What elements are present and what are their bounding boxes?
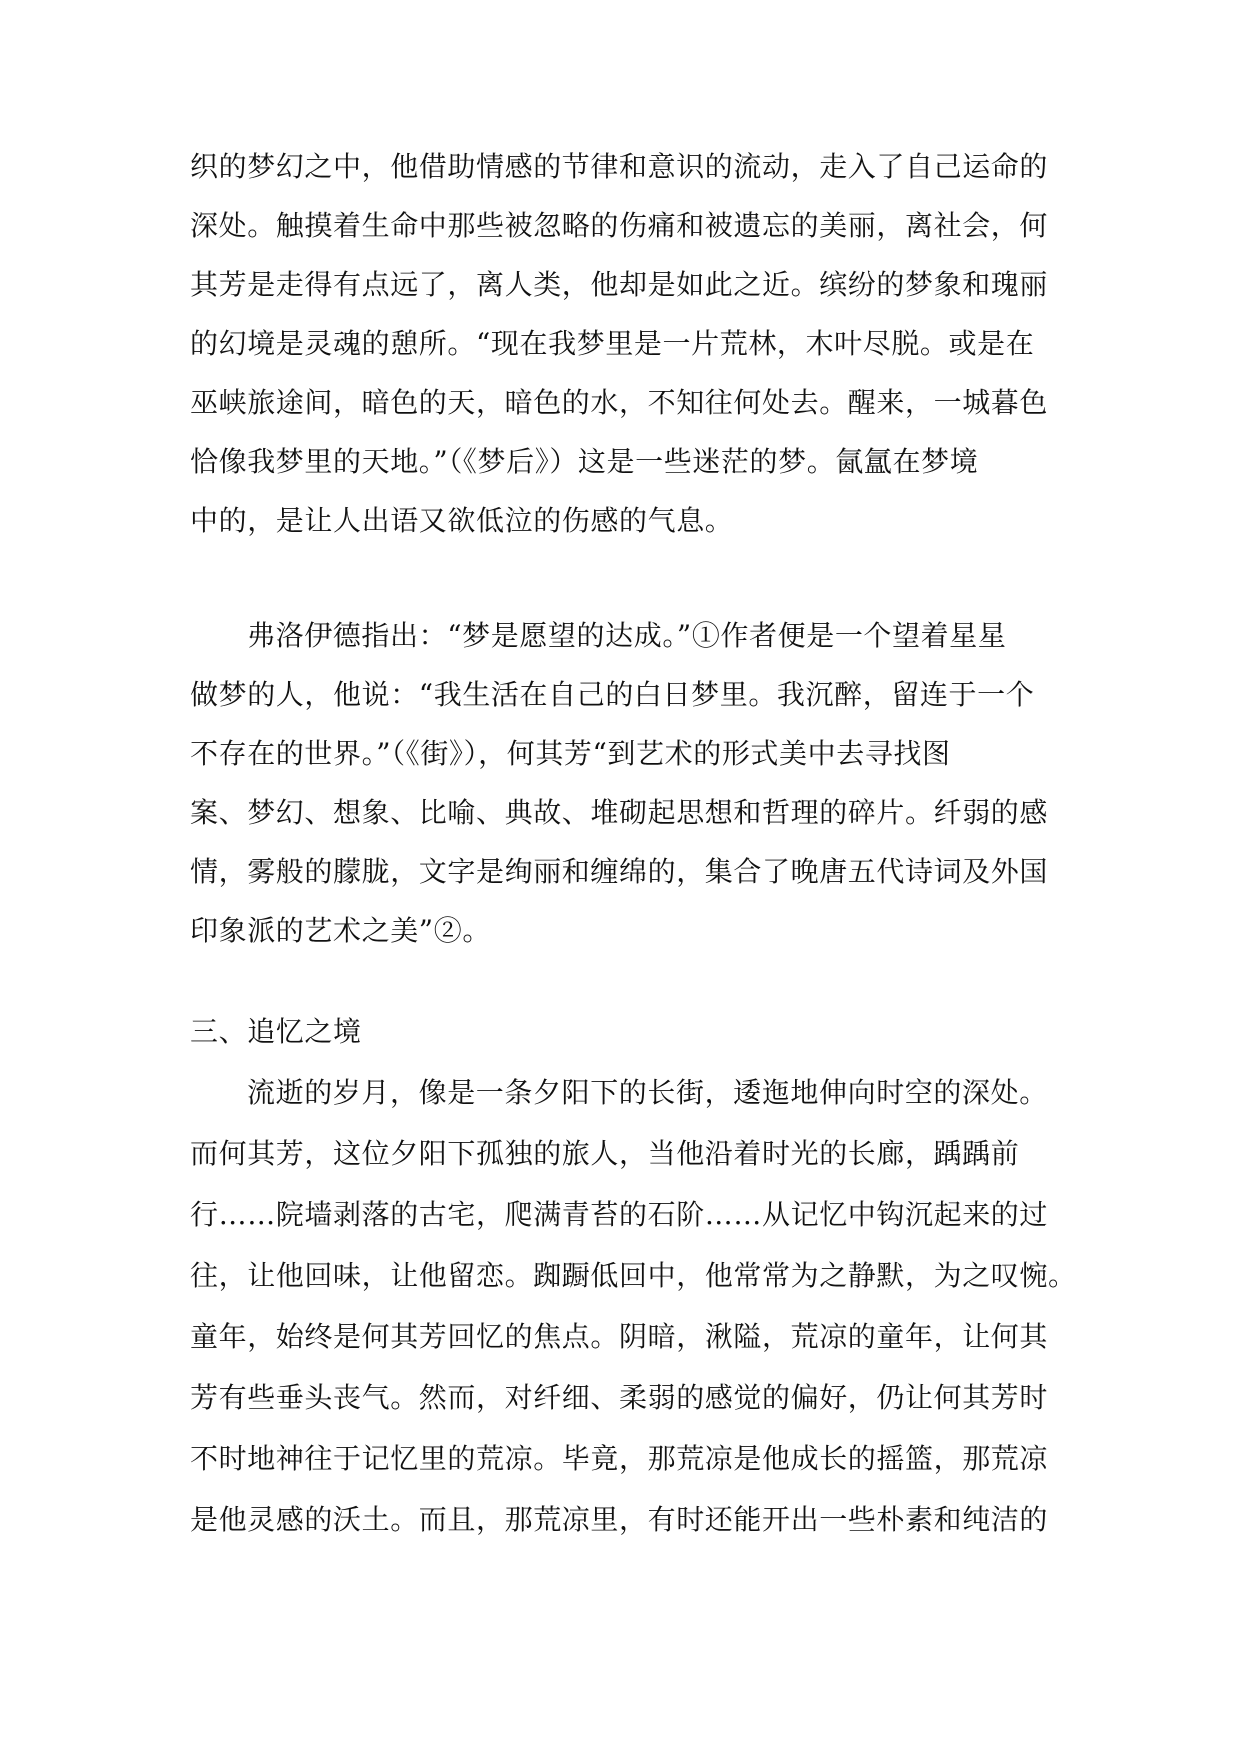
text-line: 芳有些垂头丧气。然而，对纤细、柔弱的感觉的偏好，仍让何其芳时 (190, 1381, 1049, 1414)
text-line: 往，让他回味，让他留恋。踟蹰低回中，他常常为之静默，为之叹惋。 (190, 1259, 1077, 1292)
text-line: 情，雾般的朦胧，文字是绚丽和缠绵的，集合了晚唐五代诗词及外国 (190, 855, 1049, 888)
text-line: 的幻境是灵魂的憩所。“现在我梦里是一片荒林，木叶尽脱。或是在 (190, 327, 1035, 360)
text-line: 印象派的艺术之美”②。 (190, 914, 491, 947)
text-line: 其芳是走得有点远了，离人类，他却是如此之近。缤纷的梦象和瑰丽 (190, 268, 1049, 301)
text-line: 中的，是让人出语又欲低泣的伤感的气息。 (190, 504, 734, 537)
paragraph-start-line: 流逝的岁月，像是一条夕阳下的长街，逶迤地伸向时空的深处。 (247, 1076, 1048, 1109)
text-line: 不时地神往于记忆里的荒凉。毕竟，那荒凉是他成长的摇篮，那荒凉 (190, 1442, 1049, 1475)
text-line: 巫峡旅途间，暗色的天，暗色的水，不知往何处去。醒来，一城暮色 (190, 386, 1049, 419)
paragraph-start-line: 弗洛伊德指出：“梦是愿望的达成。”①作者便是一个望着星星 (247, 619, 1007, 652)
section-heading: 三、追忆之境 (190, 1015, 362, 1048)
text-line: 做梦的人，他说：“我生活在自己的白日梦里。我沉醉，留连于一个 (190, 678, 1035, 711)
text-line: 童年，始终是何其芳回忆的焦点。阴暗，湫隘，荒凉的童年，让何其 (190, 1320, 1049, 1353)
text-line: 恰像我梦里的天地。”（《梦后》）这是一些迷茫的梦。氤氲在梦境 (190, 445, 979, 478)
text-line: 而何其芳，这位夕阳下孤独的旅人，当他沿着时光的长廊，踽踽前 (190, 1137, 1020, 1170)
text-line: 织的梦幻之中，他借助情感的节律和意识的流动，走入了自己运命的 (190, 150, 1049, 183)
text-line: 深处。触摸着生命中那些被忽略的伤痛和被遗忘的美丽，离社会，何 (190, 209, 1049, 242)
text-line: 行……院墙剥落的古宅，爬满青苔的石阶……从记忆中钩沉起来的过 (190, 1198, 1049, 1231)
text-line: 是他灵感的沃土。而且，那荒凉里，有时还能开出一些朴素和纯洁的 (190, 1503, 1049, 1536)
text-line: 不存在的世界。”（《街》），何其芳“到艺术的形式美中去寻找图 (190, 737, 951, 770)
text-line: 案、梦幻、想象、比喻、典故、堆砌起思想和哲理的碎片。纤弱的感 (190, 796, 1049, 829)
